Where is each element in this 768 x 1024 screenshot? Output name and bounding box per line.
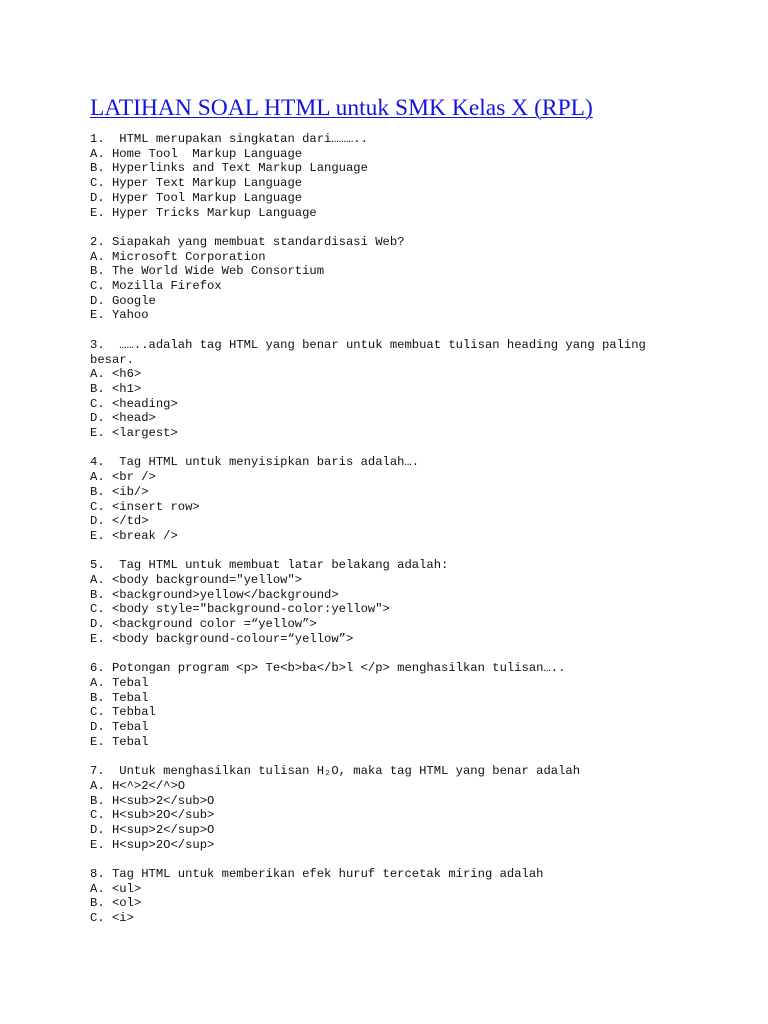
answer-option: A. <ul> — [90, 881, 142, 896]
answer-option: A. <body background="yellow"> — [90, 573, 303, 588]
question-8 — [90, 867, 728, 926]
question-7 — [90, 764, 728, 852]
answer-option: C. <heading> — [90, 396, 178, 411]
answer-option: B. Hyperlinks and Text Markup Language — [90, 161, 368, 176]
answer-option: D. Google — [90, 293, 156, 308]
answer-option: C. Hyper Text Markup Language — [90, 176, 303, 191]
answer-option: A. H<^>2</^>O — [90, 778, 186, 793]
question-text: 3. ……..adalah tag HTML yang benar untuk membuat tulisan heading yang paling besar. — [90, 337, 654, 367]
answer-option: B. <background>yellow</background> — [90, 587, 339, 602]
answer-option: E. Tebal — [90, 734, 149, 749]
answer-option: C. <body style="background-color:yellow"> — [90, 602, 390, 617]
answer-option: A. Microsoft Corporation — [90, 249, 266, 264]
question-text: 1. HTML merupakan singkatan dari……….. — [90, 132, 368, 146]
answer-option: A. <br /> — [90, 470, 156, 485]
answer-option: E. H<sup>2O</sup> — [90, 837, 215, 852]
question-text: 8. Tag HTML untuk memberikan efek huruf tercetak miring adalah — [90, 867, 544, 882]
page-title[interactable]: LATIHAN SOAL HTML untuk SMK Kelas X (RPL) — [90, 95, 593, 121]
answer-option: E. <largest> — [90, 426, 178, 441]
answer-option: B. Tebal — [90, 690, 149, 705]
answer-option: C. <insert row> — [90, 499, 200, 514]
answer-option: B. The World Wide Web Consortium — [90, 264, 325, 279]
answer-option: B. H<sub>2</sub>O — [90, 793, 215, 808]
answer-option: A. <h6> — [90, 367, 142, 382]
question-1 — [90, 132, 728, 220]
question-text: 4. Tag HTML untuk menyisipkan baris adalah…. — [90, 455, 420, 470]
answer-option: D. <background color =“yellow”> — [90, 617, 317, 632]
answer-option: D. Tebal — [90, 720, 149, 735]
answer-option: D. Hyper Tool Markup Language — [90, 190, 303, 205]
answer-option: B. <ib/> — [90, 484, 149, 499]
answer-option: A. Tebal — [90, 675, 149, 690]
question-text: 7. Untuk menghasilkan tulisan H₂O, maka tag HTML yang benar adalah — [90, 764, 581, 779]
answer-option: B. <h1> — [90, 381, 142, 396]
question-4 — [90, 455, 728, 543]
question-5 — [90, 558, 728, 646]
answer-option: E. Hyper Tricks Markup Language — [90, 205, 317, 220]
answer-option: D. <head> — [90, 411, 156, 426]
question-text: 6. Potongan program <p> Te<b>ba</b>l </p> menghasilkan tulisan….. — [90, 661, 566, 676]
answer-option: D. </td> — [90, 514, 149, 529]
answer-option: E. <break /> — [90, 528, 178, 543]
question-2 — [90, 235, 728, 323]
question-3 — [90, 338, 728, 441]
answer-option: C. <i> — [90, 911, 134, 926]
answer-option: E. Yahoo — [90, 308, 149, 323]
answer-option: B. <ol> — [90, 896, 142, 911]
question-text: 5. Tag HTML untuk membuat latar belakang adalah: — [90, 558, 449, 573]
question-text: 2. Siapakah yang membuat standardisasi Web? — [90, 234, 405, 249]
answer-option: C. H<sub>2O</sub> — [90, 808, 215, 823]
question-6 — [90, 661, 728, 749]
answer-option: A. Home Tool Markup Language — [90, 146, 303, 161]
answer-option: D. H<sup>2</sup>O — [90, 822, 215, 837]
answer-option: E. <body background-colour=“yellow”> — [90, 631, 354, 646]
answer-option: C. Mozilla Firefox — [90, 279, 222, 294]
answer-option: C. Tebbal — [90, 705, 156, 720]
question-list — [90, 132, 728, 926]
